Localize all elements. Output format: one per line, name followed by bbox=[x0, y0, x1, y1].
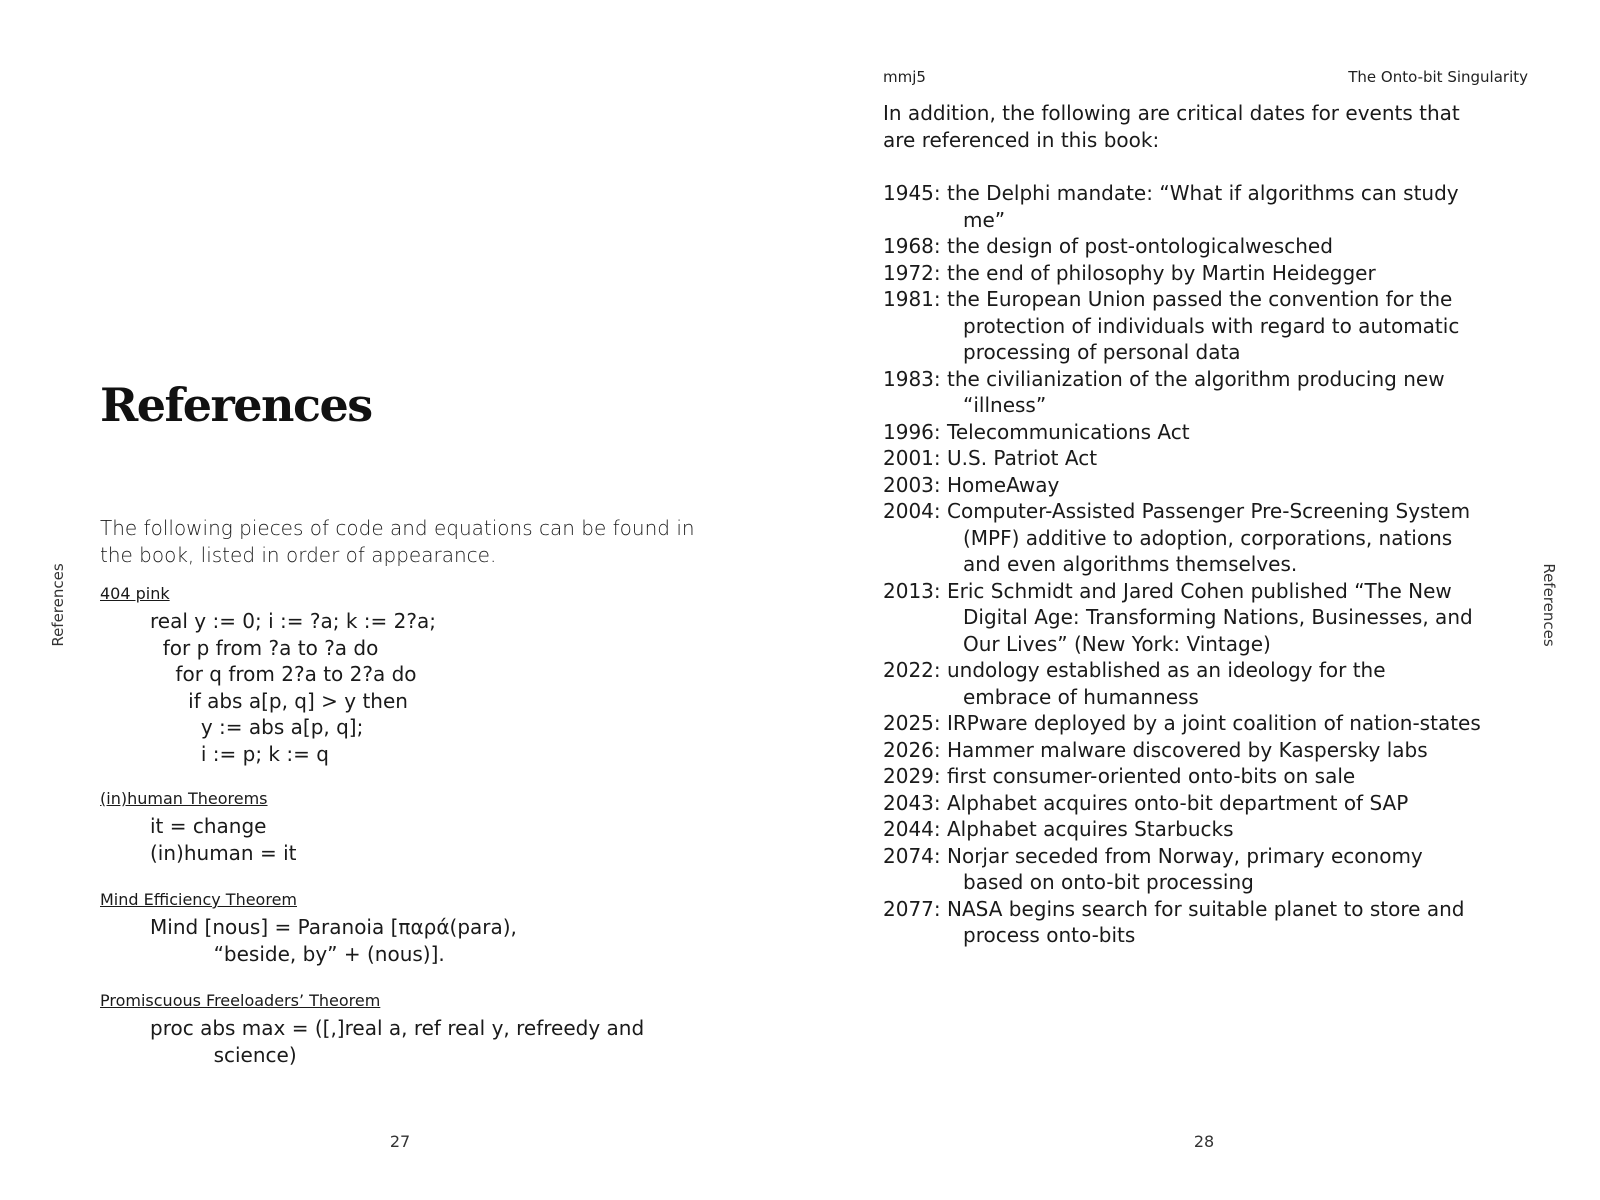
equation-block bbox=[100, 813, 296, 866]
date-entry bbox=[883, 737, 1503, 764]
date-entry bbox=[883, 816, 1503, 843]
date-description bbox=[947, 896, 1503, 949]
dates-list bbox=[883, 180, 1503, 949]
date-year: 1983: bbox=[883, 366, 947, 391]
date-entry bbox=[883, 843, 1503, 896]
equation-line: “beside, by” + (nous)]. bbox=[150, 941, 445, 966]
date-description bbox=[947, 710, 1503, 737]
right-page bbox=[800, 0, 1600, 1200]
date-year: 2025: bbox=[883, 711, 947, 735]
code-line: science) bbox=[150, 1042, 297, 1067]
date-description-continuation: me” bbox=[963, 207, 1006, 232]
code-line: y := abs a[p, q]; bbox=[150, 715, 364, 739]
date-description-line: Eric Schmidt and Jared Cohen published “The New bbox=[947, 578, 1452, 603]
date-description-line: Alphabet acquires onto-bit department of SAP bbox=[947, 790, 1409, 815]
date-description-line: Hammer malware discovered by Kaspersky labs bbox=[947, 737, 1428, 762]
date-entry bbox=[883, 419, 1503, 446]
date-entry bbox=[883, 260, 1503, 287]
date-description-continuation: “illness” bbox=[963, 393, 1047, 417]
snippet-heading: Promiscuous Freeloaders’ Theorem bbox=[100, 991, 381, 1010]
intro-paragraph: The following pieces of code and equations can be found in the book, listed in order of appearance. bbox=[100, 516, 695, 567]
date-description-line: undology established as an ideology for the bbox=[947, 658, 1386, 682]
snippet-inhuman-theorems bbox=[100, 788, 296, 866]
date-description-continuation: Digital Age: Transforming Nations, Businesses, and bbox=[963, 605, 1473, 629]
date-description bbox=[947, 843, 1503, 896]
code-block bbox=[100, 608, 436, 767]
running-head-right: The Onto-bit Singularity bbox=[1348, 68, 1528, 86]
date-description-continuation: Our Lives” (New York: Vintage) bbox=[963, 631, 1271, 656]
date-description bbox=[947, 657, 1503, 710]
code-line: for q from 2?a to 2?a do bbox=[150, 662, 417, 686]
code-block bbox=[100, 1015, 644, 1068]
date-entry bbox=[883, 578, 1503, 658]
date-description-continuation: and even algorithms themselves. bbox=[963, 552, 1298, 576]
date-entry bbox=[883, 710, 1503, 737]
dates-intro: In addition, the following are critical dates for events that are referenced in this book: bbox=[883, 101, 1460, 152]
date-year: 1996: bbox=[883, 419, 947, 444]
page-number: 28 bbox=[1193, 1132, 1215, 1151]
date-year: 2001: bbox=[883, 446, 947, 470]
date-description bbox=[947, 578, 1503, 658]
date-year: 2074: bbox=[883, 843, 947, 868]
date-description-line: the end of philosophy by Martin Heidegger bbox=[947, 260, 1376, 285]
equation-line: it = change bbox=[150, 814, 267, 838]
page-number: 27 bbox=[389, 1132, 411, 1151]
code-line: real y := 0; i := ?a; k := 2?a; bbox=[150, 609, 436, 633]
code-line: for p from ?a to ?a do bbox=[150, 635, 379, 660]
date-year: 1945: bbox=[883, 181, 947, 205]
date-description-line: first consumer-oriented onto-bits on sale bbox=[947, 764, 1356, 788]
date-year: 2022: bbox=[883, 658, 947, 682]
date-entry bbox=[883, 286, 1503, 366]
date-description-continuation: processing of personal data bbox=[963, 340, 1241, 364]
date-description-line: the civilianization of the algorithm producing new bbox=[947, 366, 1445, 391]
code-line: if abs a[p, q] > y then bbox=[150, 688, 408, 713]
snippet-404-pink bbox=[100, 583, 436, 767]
date-description-line: the design of post-ontologicalwesched bbox=[947, 234, 1333, 258]
snippet-heading: Mind Efficiency Theorem bbox=[100, 890, 297, 909]
date-description-line: HomeAway bbox=[947, 472, 1060, 497]
running-head-left: mmj5 bbox=[883, 68, 926, 86]
date-entry bbox=[883, 233, 1503, 260]
date-description-line: Alphabet acquires Starbucks bbox=[947, 817, 1234, 841]
code-line: proc abs max = ([,]real a, ref real y, refreedy and bbox=[150, 1016, 645, 1040]
date-year: 2004: bbox=[883, 499, 947, 523]
date-description-line: Telecommunications Act bbox=[947, 419, 1190, 444]
date-entry bbox=[883, 180, 1503, 233]
date-description bbox=[947, 790, 1503, 817]
equation-line: Mind [nous] = Paranoia [παρά(para), bbox=[150, 915, 517, 939]
date-year: 2044: bbox=[883, 817, 947, 841]
side-tab-references: References bbox=[1540, 563, 1558, 647]
date-year: 2026: bbox=[883, 737, 947, 762]
date-description-continuation: (MPF) additive to adoption, corporations, nations bbox=[963, 525, 1453, 550]
date-description bbox=[947, 180, 1503, 233]
date-description bbox=[947, 445, 1503, 472]
date-description bbox=[947, 233, 1503, 260]
date-year: 1972: bbox=[883, 260, 947, 285]
date-description bbox=[947, 763, 1503, 790]
date-year: 2043: bbox=[883, 790, 947, 815]
date-description-line: Norjar seceded from Norway, primary economy bbox=[947, 843, 1423, 868]
snippet-heading: 404 pink bbox=[100, 584, 170, 603]
date-description-line: U.S. Patriot Act bbox=[947, 446, 1098, 470]
date-description-line: IRPware deployed by a joint coalition of nation-states bbox=[947, 711, 1481, 735]
date-description bbox=[947, 419, 1503, 446]
date-description-line: NASA begins search for suitable planet to store and bbox=[947, 896, 1465, 921]
date-description bbox=[947, 286, 1503, 366]
date-entry bbox=[883, 366, 1503, 419]
date-year: 2077: bbox=[883, 896, 947, 921]
date-description bbox=[947, 737, 1503, 764]
date-description-continuation: embrace of humanness bbox=[963, 684, 1199, 709]
date-description-continuation: protection of individuals with regard to automatic bbox=[963, 313, 1460, 338]
snippet-mind-efficiency-theorem bbox=[100, 889, 517, 967]
date-description-line: the Delphi mandate: “What if algorithms can study bbox=[947, 181, 1459, 205]
date-description-continuation: process onto-bits bbox=[963, 923, 1136, 947]
date-description bbox=[947, 472, 1503, 499]
date-entry bbox=[883, 445, 1503, 472]
side-tab-references: References bbox=[49, 563, 67, 647]
page-title: References bbox=[100, 378, 372, 432]
date-entry bbox=[883, 790, 1503, 817]
date-year: 2003: bbox=[883, 472, 947, 497]
code-line: i := p; k := q bbox=[150, 741, 329, 766]
date-year: 1981: bbox=[883, 287, 947, 311]
date-description bbox=[947, 816, 1503, 843]
snippet-promiscuous-freeloaders-theorem bbox=[100, 990, 644, 1068]
date-description-line: the European Union passed the convention for the bbox=[947, 287, 1453, 311]
date-description bbox=[947, 366, 1503, 419]
equation-line: (in)human = it bbox=[150, 840, 297, 865]
date-description-continuation: based on onto-bit processing bbox=[963, 870, 1254, 894]
equation-block bbox=[100, 914, 517, 967]
date-description bbox=[947, 498, 1503, 578]
date-entry bbox=[883, 763, 1503, 790]
date-description-line: Computer-Assisted Passenger Pre-Screening System bbox=[947, 499, 1471, 523]
date-year: 1968: bbox=[883, 234, 947, 258]
date-year: 2029: bbox=[883, 764, 947, 788]
snippet-heading: (in)human Theorems bbox=[100, 789, 268, 808]
date-entry bbox=[883, 472, 1503, 499]
date-entry bbox=[883, 498, 1503, 578]
date-entry bbox=[883, 657, 1503, 710]
date-year: 2013: bbox=[883, 578, 947, 603]
date-description bbox=[947, 260, 1503, 287]
date-entry bbox=[883, 896, 1503, 949]
